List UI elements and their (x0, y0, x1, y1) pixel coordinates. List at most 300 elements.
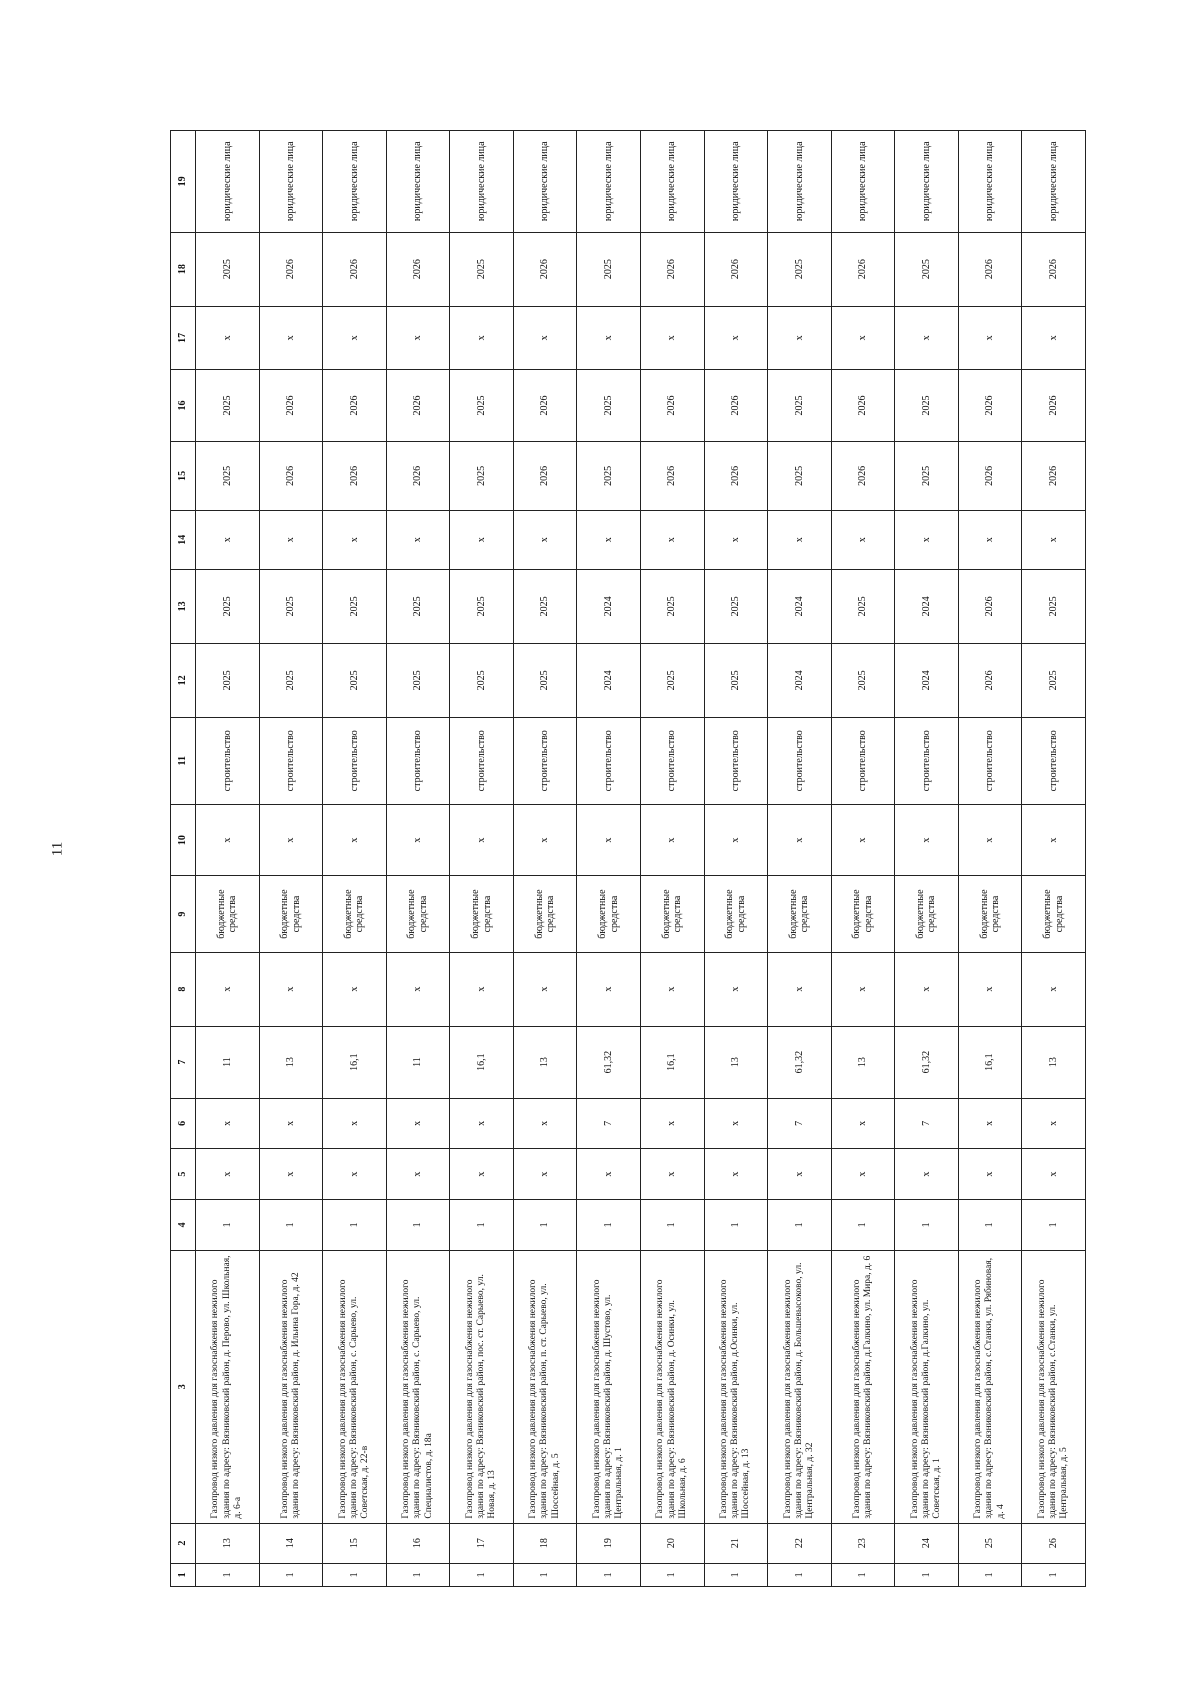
table-cell-col-19: юридические лица (450, 131, 514, 233)
table-cell-col-18: 2025 (895, 232, 959, 306)
table-cell-col-7: 13 (831, 1026, 895, 1098)
table-cell-col-5: x (640, 1149, 704, 1200)
table-cell-col-11: строительство (513, 717, 577, 804)
table-cell-col-11: строительство (259, 717, 323, 804)
table-cell-col-12: 2025 (513, 643, 577, 717)
table-cell-col-3: Газопровод низкого давления для газоснабжения нежилого здания по адресу: Вязниковский район, д. Большевысоково, ул. Центральная, д. 32 (768, 1250, 832, 1523)
table-cell-col-15: 2026 (640, 441, 704, 510)
table-cell-col-11: строительство (958, 717, 1022, 804)
table-cell-col-7: 16,1 (640, 1026, 704, 1098)
table-cell-col-19: юридические лица (768, 131, 832, 233)
table-cell-col-8: x (768, 952, 832, 1026)
table-cell-col-11: строительство (640, 717, 704, 804)
table-cell-col-16: 2026 (704, 370, 768, 442)
table-cell-col-14: x (895, 510, 959, 569)
table-row (640, 131, 704, 1587)
table-row (895, 131, 959, 1587)
table-cell-col-6: x (704, 1098, 768, 1149)
table-cell-col-14: x (323, 510, 387, 569)
table-cell-col-5: x (259, 1149, 323, 1200)
column-header: 17 (171, 306, 196, 369)
table-cell-col-6: x (831, 1098, 895, 1149)
table-cell-col-5: x (895, 1149, 959, 1200)
table-cell-col-7: 13 (704, 1026, 768, 1098)
table-cell-col-12: 2026 (958, 643, 1022, 717)
table-cell-col-4: 1 (958, 1200, 1022, 1251)
column-header: 5 (171, 1149, 196, 1200)
table-row (386, 131, 450, 1587)
table-cell-col-18: 2026 (1022, 232, 1086, 306)
table-cell-col-3: Газопровод низкого давления для газоснабжения нежилого здания по адресу: Вязниковский район, с. Сарыево, ул. Специалистов, д. 18а (386, 1250, 450, 1523)
column-header: 9 (171, 876, 196, 952)
table-cell-col-8: x (450, 952, 514, 1026)
table-cell-col-18: 2026 (704, 232, 768, 306)
table-cell-col-4: 1 (386, 1200, 450, 1251)
table-cell-col-2: 24 (895, 1523, 959, 1563)
table-cell-col-2: 16 (386, 1523, 450, 1563)
column-header: 2 (171, 1523, 196, 1563)
table-cell-col-7: 61,32 (895, 1026, 959, 1098)
table-cell-col-6: x (1022, 1098, 1086, 1149)
table-cell-col-7: 11 (196, 1026, 260, 1098)
table-cell-col-13: 2024 (768, 569, 832, 643)
table-cell-col-3: Газопровод низкого давления для газоснабжения нежилого здания по адресу: Вязниковский район, с.Станки, ул. Центральная, д. 5 (1022, 1250, 1086, 1523)
table-cell-col-19: юридические лица (577, 131, 641, 233)
table-cell-col-19: юридические лица (196, 131, 260, 233)
column-header: 15 (171, 441, 196, 510)
table-cell-col-6: x (958, 1098, 1022, 1149)
table-cell-col-19: юридические лица (895, 131, 959, 233)
table-cell-col-4: 1 (450, 1200, 514, 1251)
column-header: 12 (171, 643, 196, 717)
table-cell-col-15: 2025 (196, 441, 260, 510)
table-cell-col-18: 2025 (196, 232, 260, 306)
table-cell-col-13: 2025 (640, 569, 704, 643)
table-cell-col-18: 2026 (513, 232, 577, 306)
table-cell-col-17: x (386, 306, 450, 369)
column-header: 3 (171, 1250, 196, 1523)
table-cell-col-10: x (958, 804, 1022, 876)
column-header: 10 (171, 804, 196, 876)
table-cell-col-7: 13 (513, 1026, 577, 1098)
table-cell-col-19: юридические лица (831, 131, 895, 233)
table-cell-col-18: 2026 (640, 232, 704, 306)
table-cell-col-16: 2026 (259, 370, 323, 442)
table-cell-col-13: 2025 (386, 569, 450, 643)
table-cell-col-5: x (958, 1149, 1022, 1200)
table-cell-col-18: 2026 (386, 232, 450, 306)
table-cell-col-16: 2026 (1022, 370, 1086, 442)
table-cell-col-14: x (450, 510, 514, 569)
table-cell-col-1: 1 (513, 1563, 577, 1586)
table-cell-col-2: 13 (196, 1523, 260, 1563)
table-cell-col-4: 1 (895, 1200, 959, 1251)
table-cell-col-11: строительство (450, 717, 514, 804)
table-cell-col-17: x (513, 306, 577, 369)
table-cell-col-10: x (577, 804, 641, 876)
table-cell-col-18: 2026 (831, 232, 895, 306)
table-cell-col-10: x (196, 804, 260, 876)
table-cell-col-5: x (386, 1149, 450, 1200)
column-header: 8 (171, 952, 196, 1026)
table-cell-col-5: x (704, 1149, 768, 1200)
table-cell-col-12: 2024 (768, 643, 832, 717)
table-cell-col-12: 2025 (259, 643, 323, 717)
table-row (704, 131, 768, 1587)
table-cell-col-17: x (831, 306, 895, 369)
table-cell-col-10: x (895, 804, 959, 876)
table-header-row (171, 131, 196, 1587)
table-cell-col-14: x (958, 510, 1022, 569)
table-cell-col-1: 1 (958, 1563, 1022, 1586)
column-header: 16 (171, 370, 196, 442)
table-cell-col-6: x (450, 1098, 514, 1149)
table-cell-col-4: 1 (1022, 1200, 1086, 1251)
table-cell-col-11: строительство (323, 717, 387, 804)
table-cell-col-3: Газопровод низкого давления для газоснабжения нежилого здания по адресу: Вязниковский район, д. Шустово, ул. Центральная, д. 1 (577, 1250, 641, 1523)
table-cell-col-17: x (259, 306, 323, 369)
table-cell-col-13: 2025 (831, 569, 895, 643)
table-cell-col-17: x (704, 306, 768, 369)
table-cell-col-8: x (704, 952, 768, 1026)
table-cell-col-4: 1 (259, 1200, 323, 1251)
table-cell-col-15: 2026 (323, 441, 387, 510)
table-cell-col-3: Газопровод низкого давления для газоснабжения нежилого здания по адресу: Вязниковский район, д.Галкино, ул. Мира, д. 6 (831, 1250, 895, 1523)
table-cell-col-12: 2025 (640, 643, 704, 717)
table-cell-col-14: x (196, 510, 260, 569)
table-cell-col-8: x (196, 952, 260, 1026)
table-row (196, 131, 260, 1587)
table-cell-col-15: 2025 (577, 441, 641, 510)
table-cell-col-11: строительство (704, 717, 768, 804)
table-cell-col-14: x (1022, 510, 1086, 569)
table-cell-col-4: 1 (323, 1200, 387, 1251)
table-cell-col-16: 2026 (640, 370, 704, 442)
table-cell-col-18: 2025 (768, 232, 832, 306)
table-cell-col-9: бюджетные средства (323, 876, 387, 952)
column-header: 6 (171, 1098, 196, 1149)
column-header: 7 (171, 1026, 196, 1098)
table-cell-col-5: x (323, 1149, 387, 1200)
table-row (958, 131, 1022, 1587)
table-cell-col-10: x (640, 804, 704, 876)
table-cell-col-14: x (577, 510, 641, 569)
table-cell-col-5: x (196, 1149, 260, 1200)
table-cell-col-17: x (768, 306, 832, 369)
table-cell-col-11: строительство (768, 717, 832, 804)
table-cell-col-13: 2025 (196, 569, 260, 643)
table-cell-col-3: Газопровод низкого давления для газоснабжения нежилого здания по адресу: Вязниковский район, д.Галкино, ул. Советская, д. 1 (895, 1250, 959, 1523)
table-cell-col-12: 2024 (577, 643, 641, 717)
table-cell-col-2: 17 (450, 1523, 514, 1563)
table-cell-col-7: 13 (259, 1026, 323, 1098)
table-cell-col-19: юридические лица (640, 131, 704, 233)
table-cell-col-11: строительство (577, 717, 641, 804)
table-cell-col-16: 2026 (323, 370, 387, 442)
table-cell-col-14: x (704, 510, 768, 569)
table-cell-col-12: 2025 (196, 643, 260, 717)
table-cell-col-11: строительство (1022, 717, 1086, 804)
table-cell-col-9: бюджетные средства (895, 876, 959, 952)
table-cell-col-17: x (577, 306, 641, 369)
table-cell-col-15: 2026 (259, 441, 323, 510)
table-cell-col-1: 1 (450, 1563, 514, 1586)
table-cell-col-2: 14 (259, 1523, 323, 1563)
table-cell-col-13: 2026 (958, 569, 1022, 643)
column-header: 1 (171, 1563, 196, 1586)
table-row (259, 131, 323, 1587)
table-cell-col-13: 2025 (1022, 569, 1086, 643)
table-cell-col-10: x (831, 804, 895, 876)
table-cell-col-10: x (386, 804, 450, 876)
table-cell-col-15: 2026 (513, 441, 577, 510)
table-cell-col-12: 2024 (895, 643, 959, 717)
table-cell-col-8: x (323, 952, 387, 1026)
table-cell-col-13: 2025 (323, 569, 387, 643)
table-cell-col-14: x (831, 510, 895, 569)
table-cell-col-11: строительство (831, 717, 895, 804)
table-cell-col-10: x (323, 804, 387, 876)
table-cell-col-1: 1 (831, 1563, 895, 1586)
table-cell-col-16: 2026 (958, 370, 1022, 442)
table-cell-col-2: 20 (640, 1523, 704, 1563)
table-cell-col-19: юридические лица (704, 131, 768, 233)
table-cell-col-6: x (640, 1098, 704, 1149)
table-cell-col-9: бюджетные средства (768, 876, 832, 952)
table-cell-col-8: x (1022, 952, 1086, 1026)
table-cell-col-15: 2025 (768, 441, 832, 510)
table-cell-col-5: x (513, 1149, 577, 1200)
table-cell-col-9: бюджетные средства (1022, 876, 1086, 952)
table-cell-col-6: 7 (577, 1098, 641, 1149)
table-cell-col-18: 2026 (259, 232, 323, 306)
table-cell-col-11: строительство (895, 717, 959, 804)
table-cell-col-3: Газопровод низкого давления для газоснабжения нежилого здания по адресу: Вязниковский район, с. Сарыево, ул. Советская, д. 22-в (323, 1250, 387, 1523)
table-cell-col-14: x (768, 510, 832, 569)
table-cell-col-13: 2025 (513, 569, 577, 643)
table-cell-col-5: x (577, 1149, 641, 1200)
table-cell-col-6: 7 (768, 1098, 832, 1149)
table-cell-col-4: 1 (513, 1200, 577, 1251)
column-header: 18 (171, 232, 196, 306)
table-cell-col-3: Газопровод низкого давления для газоснабжения нежилого здания по адресу: Вязниковский район, д.Осинки, ул. Шоссейная, д. 13 (704, 1250, 768, 1523)
table-cell-col-2: 21 (704, 1523, 768, 1563)
table-cell-col-1: 1 (323, 1563, 387, 1586)
table-cell-col-12: 2025 (831, 643, 895, 717)
table-cell-col-10: x (704, 804, 768, 876)
table-cell-col-7: 13 (1022, 1026, 1086, 1098)
table-cell-col-3: Газопровод низкого давления для газоснабжения нежилого здания по адресу: Вязниковский район, с.Станки, ул. Рябиновая, д. 4 (958, 1250, 1022, 1523)
table-cell-col-13: 2025 (704, 569, 768, 643)
table-cell-col-5: x (450, 1149, 514, 1200)
table-cell-col-17: x (196, 306, 260, 369)
table-cell-col-7: 11 (386, 1026, 450, 1098)
table-cell-col-7: 61,32 (768, 1026, 832, 1098)
table-row (768, 131, 832, 1587)
table-row (831, 131, 895, 1587)
table-cell-col-14: x (513, 510, 577, 569)
table-cell-col-19: юридические лица (259, 131, 323, 233)
table-cell-col-15: 2026 (386, 441, 450, 510)
table-cell-col-17: x (895, 306, 959, 369)
table-cell-col-4: 1 (704, 1200, 768, 1251)
table-cell-col-12: 2025 (704, 643, 768, 717)
table-cell-col-8: x (577, 952, 641, 1026)
table-cell-col-1: 1 (640, 1563, 704, 1586)
table-cell-col-15: 2025 (450, 441, 514, 510)
table-cell-col-10: x (513, 804, 577, 876)
table-cell-col-6: 7 (895, 1098, 959, 1149)
table-cell-col-8: x (831, 952, 895, 1026)
table-cell-col-15: 2026 (704, 441, 768, 510)
table-cell-col-8: x (958, 952, 1022, 1026)
column-header: 14 (171, 510, 196, 569)
table-cell-col-13: 2025 (259, 569, 323, 643)
table-row (513, 131, 577, 1587)
table-cell-col-18: 2025 (577, 232, 641, 306)
table-cell-col-9: бюджетные средства (196, 876, 260, 952)
table-body (196, 131, 1086, 1587)
table-cell-col-17: x (1022, 306, 1086, 369)
table-cell-col-7: 16,1 (958, 1026, 1022, 1098)
table-cell-col-10: x (1022, 804, 1086, 876)
table-cell-col-7: 61,32 (577, 1026, 641, 1098)
table-cell-col-2: 22 (768, 1523, 832, 1563)
table-cell-col-6: x (196, 1098, 260, 1149)
table-cell-col-12: 2025 (450, 643, 514, 717)
table-cell-col-14: x (259, 510, 323, 569)
table-cell-col-18: 2026 (323, 232, 387, 306)
table-cell-col-16: 2025 (450, 370, 514, 442)
table-cell-col-12: 2025 (323, 643, 387, 717)
table-cell-col-15: 2025 (895, 441, 959, 510)
table-cell-col-7: 16,1 (450, 1026, 514, 1098)
table-cell-col-2: 18 (513, 1523, 577, 1563)
table-cell-col-19: юридические лица (386, 131, 450, 233)
table-cell-col-3: Газопровод низкого давления для газоснабжения нежилого здания по адресу: Вязниковский район, д. Ильина Гора, д. 42 (259, 1250, 323, 1523)
table-cell-col-13: 2024 (895, 569, 959, 643)
table-cell-col-17: x (640, 306, 704, 369)
table-cell-col-15: 2026 (958, 441, 1022, 510)
table-cell-col-6: x (259, 1098, 323, 1149)
table-cell-col-1: 1 (895, 1563, 959, 1586)
table-cell-col-9: бюджетные средства (704, 876, 768, 952)
table-cell-col-6: x (513, 1098, 577, 1149)
table-cell-col-1: 1 (386, 1563, 450, 1586)
table-cell-col-3: Газопровод низкого давления для газоснабжения нежилого здания по адресу: Вязниковский район, д. Перово, ул. Школьная, д. 6-а (196, 1250, 260, 1523)
table-cell-col-8: x (640, 952, 704, 1026)
table-cell-col-1: 1 (704, 1563, 768, 1586)
table-row (1022, 131, 1086, 1587)
table-cell-col-2: 19 (577, 1523, 641, 1563)
table-cell-col-16: 2026 (513, 370, 577, 442)
table-cell-col-1: 1 (768, 1563, 832, 1586)
table-cell-col-5: x (1022, 1149, 1086, 1200)
table-cell-col-2: 25 (958, 1523, 1022, 1563)
table-cell-col-4: 1 (768, 1200, 832, 1251)
table-row (450, 131, 514, 1587)
table-cell-col-11: строительство (386, 717, 450, 804)
table-cell-col-9: бюджетные средства (958, 876, 1022, 952)
table-cell-col-19: юридические лица (513, 131, 577, 233)
table-cell-col-17: x (323, 306, 387, 369)
table-cell-col-16: 2026 (831, 370, 895, 442)
table-cell-col-10: x (259, 804, 323, 876)
page-number: 11 (49, 841, 66, 857)
table-cell-col-16: 2025 (768, 370, 832, 442)
table-cell-col-19: юридические лица (1022, 131, 1086, 233)
table-cell-col-9: бюджетные средства (577, 876, 641, 952)
column-header: 11 (171, 717, 196, 804)
table-cell-col-7: 16,1 (323, 1026, 387, 1098)
table-cell-col-15: 2026 (831, 441, 895, 510)
table-cell-col-4: 1 (577, 1200, 641, 1251)
table-cell-col-9: бюджетные средства (513, 876, 577, 952)
table-cell-col-6: x (323, 1098, 387, 1149)
table-cell-col-19: юридические лица (958, 131, 1022, 233)
table-cell-col-16: 2026 (386, 370, 450, 442)
table-cell-col-2: 23 (831, 1523, 895, 1563)
table-cell-col-4: 1 (196, 1200, 260, 1251)
table-cell-col-18: 2025 (450, 232, 514, 306)
table-cell-col-8: x (386, 952, 450, 1026)
table-row (323, 131, 387, 1587)
table-cell-col-1: 1 (577, 1563, 641, 1586)
table-cell-col-3: Газопровод низкого давления для газоснабжения нежилого здания по адресу: Вязниковский район, д. Осинки, ул. Школьная, д. 6 (640, 1250, 704, 1523)
table-row (577, 131, 641, 1587)
table-cell-col-11: строительство (196, 717, 260, 804)
table-cell-col-8: x (513, 952, 577, 1026)
table-cell-col-2: 26 (1022, 1523, 1086, 1563)
table-cell-col-1: 1 (259, 1563, 323, 1586)
table-cell-col-10: x (450, 804, 514, 876)
table-cell-col-8: x (259, 952, 323, 1026)
table-cell-col-14: x (640, 510, 704, 569)
table-cell-col-1: 1 (1022, 1563, 1086, 1586)
table-cell-col-9: бюджетные средства (640, 876, 704, 952)
table-cell-col-6: x (386, 1098, 450, 1149)
table-cell-col-14: x (386, 510, 450, 569)
column-header: 13 (171, 569, 196, 643)
table-cell-col-8: x (895, 952, 959, 1026)
table-cell-col-19: юридические лица (323, 131, 387, 233)
table-cell-col-16: 2025 (895, 370, 959, 442)
table-cell-col-17: x (958, 306, 1022, 369)
table-cell-col-13: 2024 (577, 569, 641, 643)
table-cell-col-3: Газопровод низкого давления для газоснабжения нежилого здания по адресу: Вязниковский район, пос. ст. Сарыево, ул. Новая, д. 13 (450, 1250, 514, 1523)
table-cell-col-5: x (768, 1149, 832, 1200)
table-cell-col-13: 2025 (450, 569, 514, 643)
table-cell-col-9: бюджетные средства (386, 876, 450, 952)
column-header: 4 (171, 1200, 196, 1251)
table-cell-col-10: x (768, 804, 832, 876)
table-cell-col-12: 2025 (386, 643, 450, 717)
data-table (170, 130, 1086, 1587)
table-cell-col-17: x (450, 306, 514, 369)
table-cell-col-5: x (831, 1149, 895, 1200)
table-cell-col-18: 2026 (958, 232, 1022, 306)
table-cell-col-16: 2025 (577, 370, 641, 442)
table-cell-col-12: 2025 (1022, 643, 1086, 717)
table-cell-col-9: бюджетные средства (831, 876, 895, 952)
column-header: 19 (171, 131, 196, 233)
table-cell-col-9: бюджетные средства (259, 876, 323, 952)
table-cell-col-3: Газопровод низкого давления для газоснабжения нежилого здания по адресу: Вязниковский район, п. ст. Сарыево, ул. Шоссейная, д. 5 (513, 1250, 577, 1523)
table-cell-col-16: 2025 (196, 370, 260, 442)
table-cell-col-4: 1 (640, 1200, 704, 1251)
table-cell-col-15: 2026 (1022, 441, 1086, 510)
table-cell-col-1: 1 (196, 1563, 260, 1586)
